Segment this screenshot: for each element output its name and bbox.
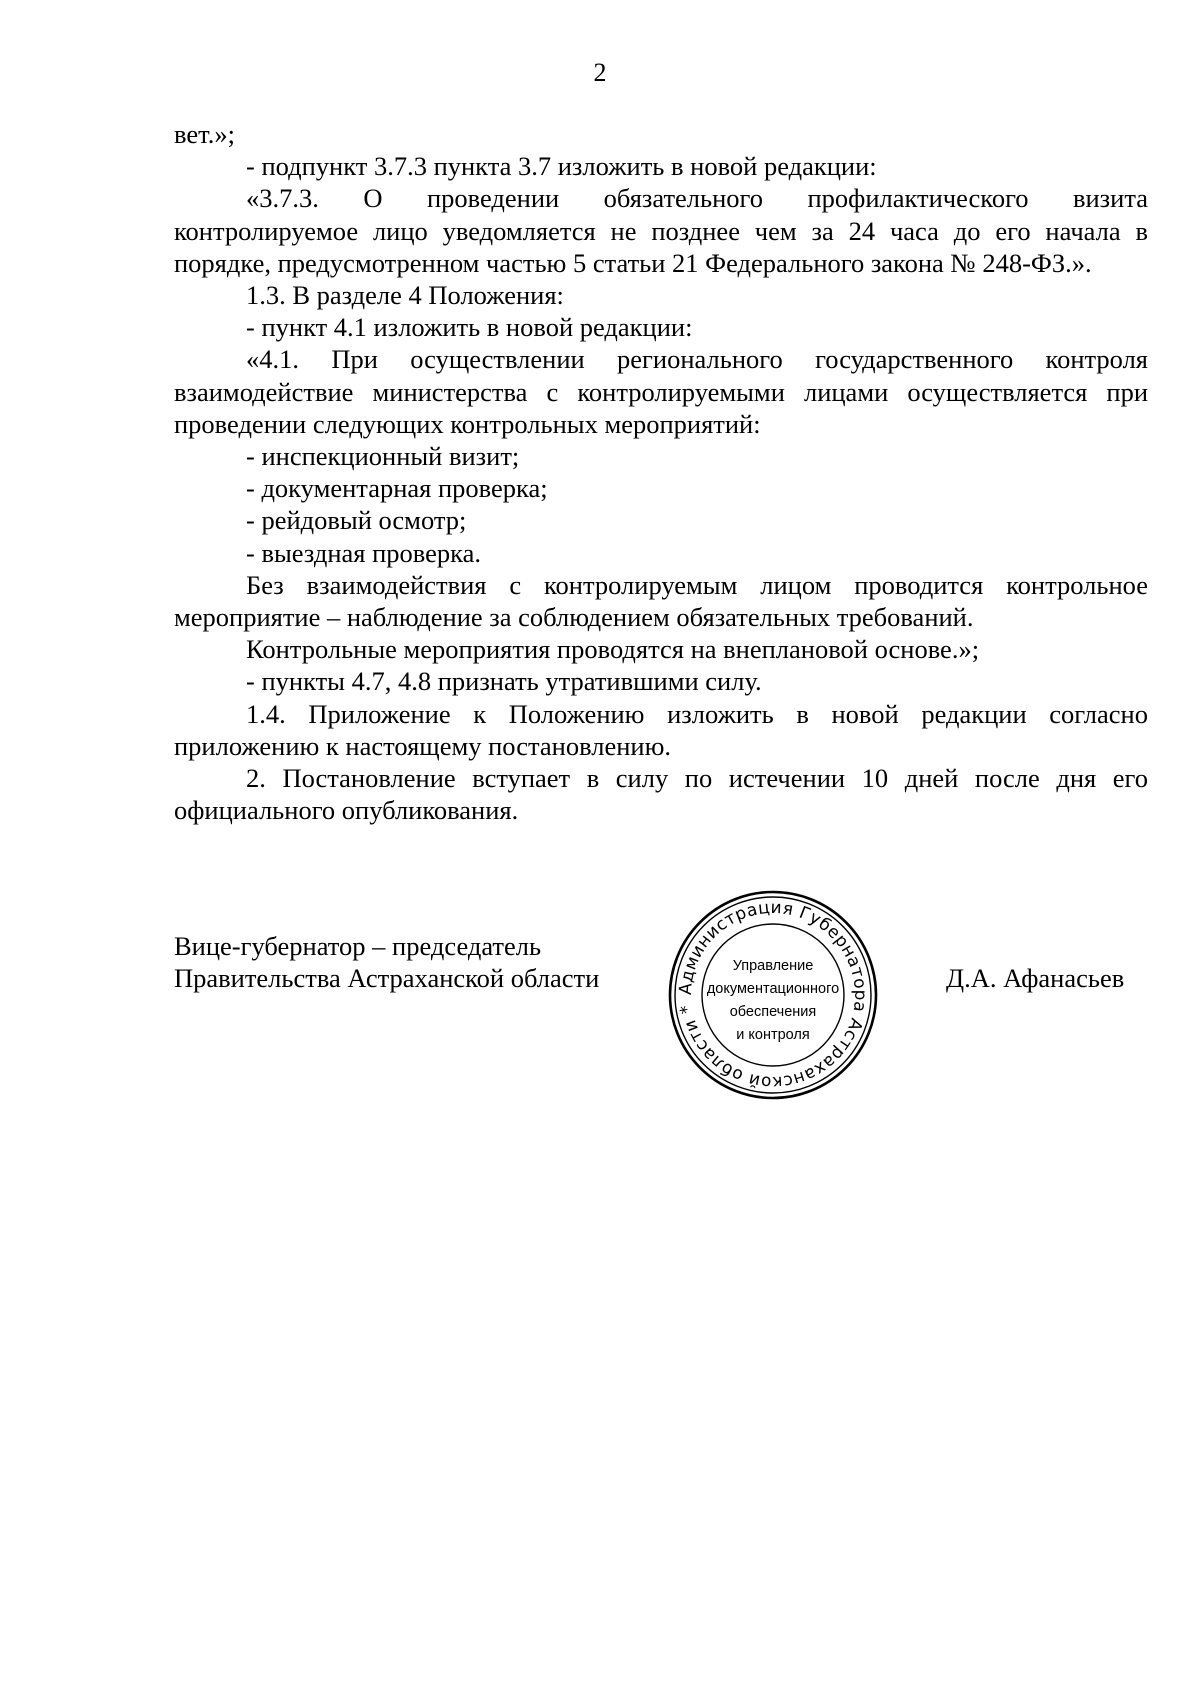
seal-graphic bbox=[668, 890, 878, 1100]
paragraph: - выездная проверка. bbox=[246, 537, 481, 568]
paragraph: - инспекционный визит; bbox=[246, 441, 520, 472]
paragraph: Контрольные мероприятия проводятся на внеплановой основе.»; bbox=[246, 634, 980, 665]
paragraph: 2. Постановление вступает в силу по истечении 10 дней после дня его официального опубликования. bbox=[174, 763, 1148, 826]
signatory-position bbox=[174, 930, 599, 994]
seal-center-line-4: и контроля bbox=[736, 1027, 810, 1043]
seal-center-line-1: Управление bbox=[732, 958, 814, 974]
page-number: 2 bbox=[593, 58, 607, 87]
paragraph: 1.3. В разделе 4 Положения: bbox=[246, 280, 564, 311]
paragraph: вет.»; bbox=[174, 119, 235, 149]
paragraph: «3.7.3. О проведении обязательного профилактического визита контролируемое лицо уведомляется не позднее чем за 24 часа до его начала в порядке, предусмотренном частью 5 статьи 21 Федерального закона № 248-ФЗ.». bbox=[174, 183, 1148, 278]
seal-center-line-3: обеспечения bbox=[729, 1004, 817, 1020]
paragraph: - пункт 4.1 изложить в новой редакции: bbox=[246, 312, 693, 343]
signatory-position-line-2: Правительства Астраханской области bbox=[174, 963, 600, 994]
paragraph: - документарная проверка; bbox=[246, 473, 548, 504]
paragraph: 1.4. Приложение к Положению изложить в новой редакции согласно приложению к настоящему постановлению. bbox=[174, 698, 1148, 761]
signatory-name: Д.А. Афанасьев bbox=[946, 963, 1125, 993]
seal-center-line-2: документационного bbox=[706, 981, 840, 997]
official-seal-stamp bbox=[668, 890, 878, 1100]
paragraph: - подпункт 3.7.3 пункта 3.7 изложить в новой редакции: bbox=[246, 151, 877, 182]
paragraph: - рейдовый осмотр; bbox=[246, 505, 467, 536]
document-body bbox=[174, 118, 1148, 826]
paragraph: Без взаимодействия с контролируемым лицом проводится контрольное мероприятие – наблюдение за соблюдением обязательных требований. bbox=[174, 569, 1148, 633]
seal-ring-text: Администрация Губернатора Астраханской области * bbox=[675, 897, 871, 1093]
paragraph: «4.1. При осуществлении регионального государственного контроля взаимодействие министерства с контролируемыми лицами осуществляется при проведении следующих контрольных мероприятий: bbox=[174, 344, 1148, 439]
paragraph: - пункты 4.7, 4.8 признать утратившими силу. bbox=[246, 666, 762, 697]
signatory-position-line-1: Вице-губернатор – председатель bbox=[174, 931, 542, 961]
